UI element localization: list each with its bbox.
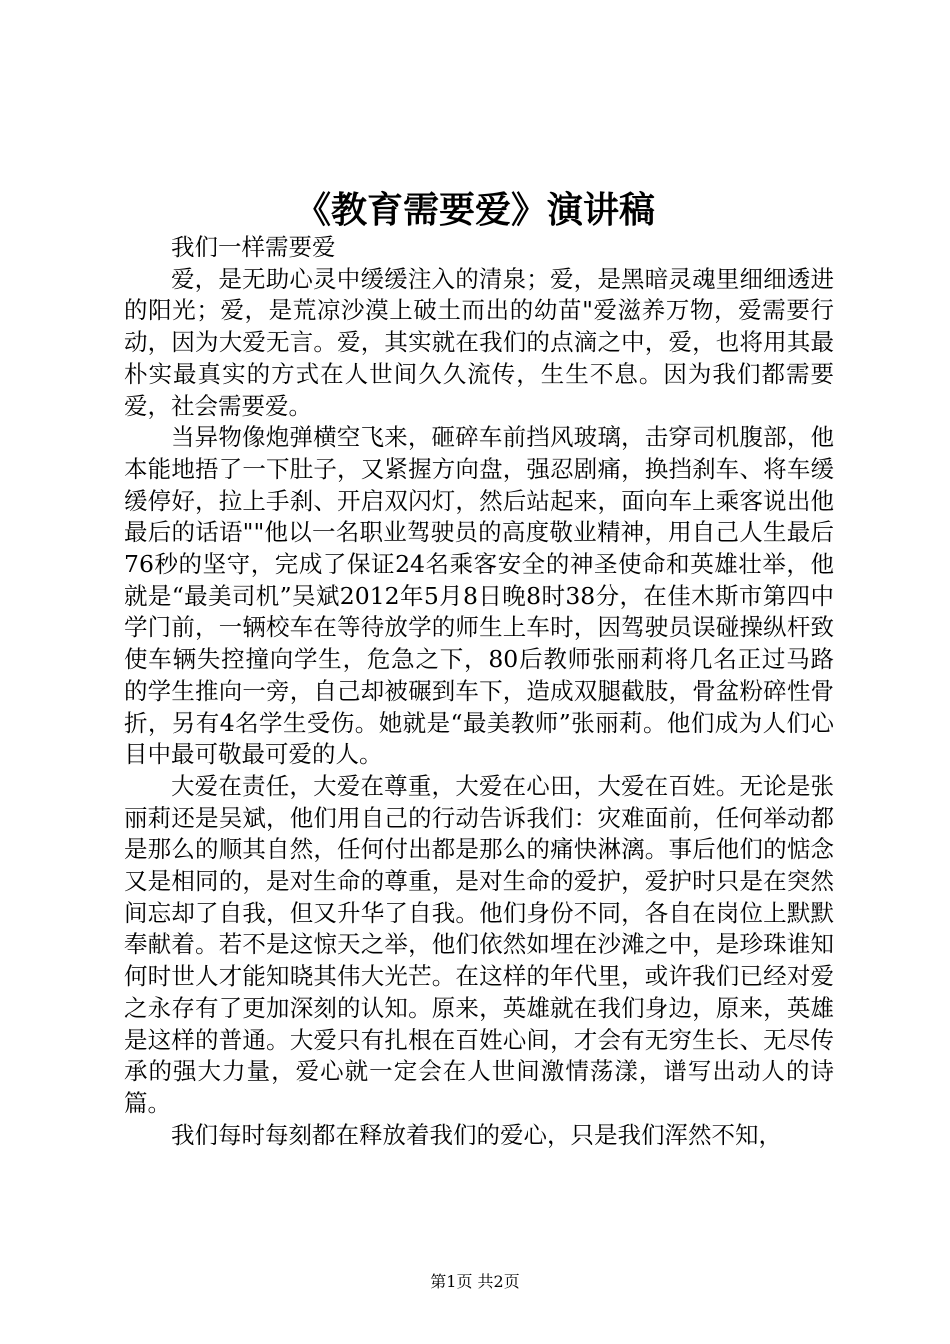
paragraph: 我们每时每刻都在释放着我们的爱心，只是我们浑然不知，	[171, 1120, 782, 1149]
document-title: 《教育需要爱》演讲稿	[294, 189, 655, 231]
paragraph: 当异物像炮弹横空飞来，砸碎车前挡风玻璃，击穿司机腹部，他本能地捂了一下肚子，又紧握方向盘，强忍剧痛，换挡刹车、将车缓缓停好，拉上手刹、开启双闪灯，然后站起来，面向车上乘客说出他最后的话语""他以一名职业驾驶员的高度敬业精神，用自己人生最后76秒的坚守，完成了保证24名乘客安全的神圣使命和英雄壮举，他就是“最美司机”吴斌2012年5月8日晚8时38分，在佳木斯市第四中学门前，一辆校车在等待放学的师生上车时，因驾驶员误碰操纵杆致使车辆失控撞向学生，危急之下，80后教师张丽莉将几名正过马路的学生推向一旁，自己却被碾到车下，造成双腿截肢，骨盆粉碎性骨折，另有4名学生受伤。她就是“最美教师”张丽莉。他们成为人们心目中最可敬最可爱的人。	[124, 423, 834, 769]
paragraph: 大爱在责任，大爱在尊重，大爱在心田，大爱在百姓。无论是张丽莉还是吴斌，他们用自己的行动告诉我们：灾难面前，任何举动都是那么的顺其自然，任何付出都是那么的痛快淋漓。事后他们的惦念又是相同的，是对生命的尊重，是对生命的爱护，爱护时只是在突然间忘却了自我，但又升华了自我。他们身份不同，各自在岗位上默默奉献着。若不是这惊天之举，他们依然如埋在沙滩之中，是珍珠谁知何时世人才能知晓其伟大光芒。在这样的年代里，或许我们已经对爱之永存有了更加深刻的认知。原来，英雄就在我们身边，原来，英雄是这样的普通。大爱只有扎根在百姓心间，才会有无穷生长、无尽传承的强大力量，爱心就一定会在人世间激情荡漾，谱写出动人的诗篇。	[124, 771, 834, 1117]
paragraph: 爱，是无助心灵中缓缓注入的清泉；爱，是黑暗灵魂里细细透进的阳光；爱，是荒凉沙漠上破土而出的幼苗"爱滋养万物，爱需要行动，因为大爱无言。爱，其实就在我们的点滴之中，爱，也将用其最朴实最真实的方式在人世间久久流传，生生不息。因为我们都需要爱，社会需要爱。	[124, 264, 834, 420]
paragraph-subtitle: 我们一样需要爱	[171, 233, 336, 261]
document-body	[124, 232, 834, 1151]
page-footer: 第1页 共2页	[430, 1272, 520, 1291]
